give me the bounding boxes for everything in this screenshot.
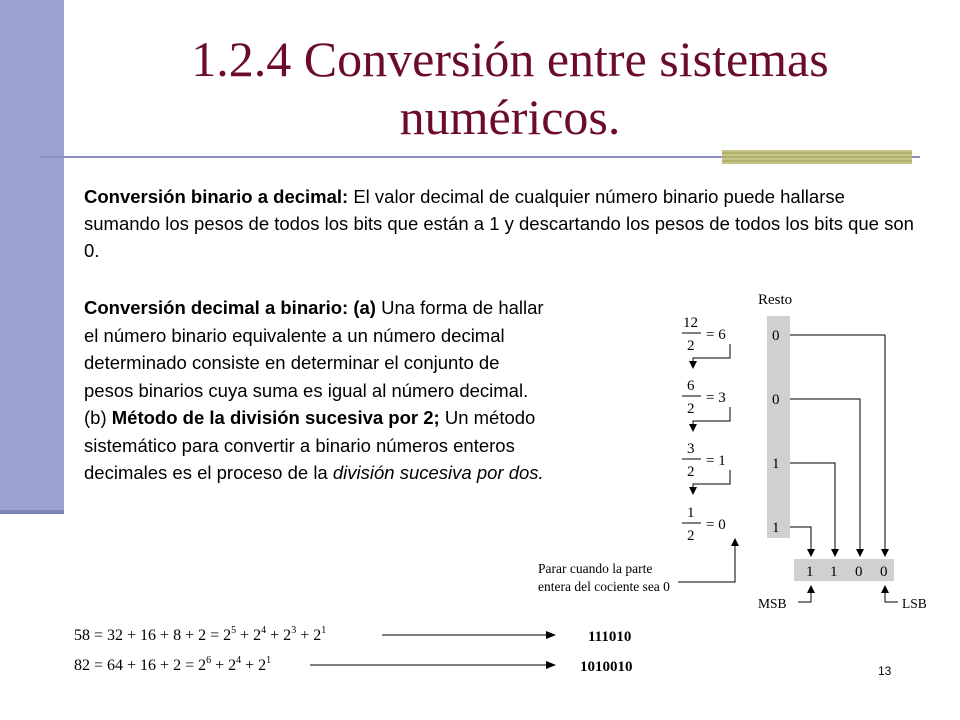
lsb-label: LSB	[902, 596, 927, 611]
step-arrow	[693, 344, 730, 368]
remainder-column	[767, 316, 790, 538]
resto-label: Resto	[758, 292, 793, 308]
remainder-connector	[790, 335, 885, 556]
left-bar-shadow	[0, 510, 64, 514]
page-number: 13	[878, 664, 892, 678]
fraction-result: = 1	[706, 453, 726, 469]
remainder-value: 1	[772, 456, 780, 472]
fraction-denominator: 2	[687, 528, 695, 544]
fraction-denominator: 2	[687, 401, 695, 417]
stop-note-line1: Parar cuando la parte	[538, 561, 653, 576]
p1-bold: Conversión binario a decimal:	[84, 186, 349, 207]
left-decorative-bar	[0, 0, 64, 512]
equation-text: $58 = 32 + 16 + 8 + 2 = 2^5 + 2^4 + 2^3 + 2^1$	[74, 625, 327, 644]
equation-58	[74, 625, 631, 645]
equation-result: 111010	[588, 629, 632, 645]
result-bit: 0	[880, 564, 888, 580]
msb-arrow	[798, 586, 811, 602]
result-bit: 1	[830, 564, 838, 580]
fraction-1	[682, 315, 726, 354]
p2-text-a: Una forma de hallar el número binario equivalente a un número decimal determinado consiste en determinar el conjunto de pesos binarios cuya suma es igual al número decimal. (b)	[84, 297, 544, 428]
fraction-numerator: 1	[687, 505, 695, 521]
remainder-connector	[790, 527, 811, 556]
step-arrow	[693, 470, 730, 494]
p2-bold-b: Método de la división sucesiva por 2;	[111, 407, 440, 428]
p1-text: El valor decimal de cualquier número binario puede hallarse sumando los pesos de todos los bits que están a 1 y descartando los pesos de todos los bits que son 0.	[84, 186, 914, 261]
lsb-arrow	[885, 586, 898, 602]
result-bit: 0	[855, 564, 863, 580]
successive-division-diagram	[530, 284, 927, 614]
stop-note-line2: entera del cociente sea 0	[538, 579, 670, 594]
result-bit: 1	[806, 564, 814, 580]
remainder-value: 0	[772, 392, 780, 408]
fraction-result: = 3	[706, 390, 726, 406]
remainder-connector	[790, 399, 860, 556]
remainder-value: 0	[772, 328, 780, 344]
p2-italic: división sucesiva por dos.	[332, 462, 544, 483]
equation-text: $82 = 64 + 16 + 2 = 2^6 + 2^4 + 2^1$	[74, 655, 272, 674]
decimal-to-binary-paragraph	[84, 294, 544, 487]
fraction-3	[682, 441, 726, 480]
fraction-result: = 6	[706, 327, 726, 343]
remainder-connector	[790, 463, 835, 556]
equation-82	[74, 655, 633, 675]
step-arrow	[693, 407, 730, 431]
stop-note-arrow	[678, 539, 735, 582]
slide-title: 1.2.4 Conversión entre sistemas numéricos.	[191, 31, 829, 145]
fraction-numerator: 3	[687, 441, 695, 457]
fraction-2	[682, 378, 726, 417]
msb-label: MSB	[758, 596, 787, 611]
equation-result: 1010010	[580, 659, 633, 675]
decomposition-equations	[70, 620, 690, 680]
title-accent-bar	[722, 150, 912, 164]
remainder-value: 1	[772, 520, 780, 536]
fraction-denominator: 2	[687, 338, 695, 354]
fraction-denominator: 2	[687, 464, 695, 480]
fraction-numerator: 6	[687, 378, 695, 394]
fraction-numerator: 12	[683, 315, 698, 331]
p2-text-b: Un método sistemático para convertir a binario números enteros decimales es el proceso de la	[84, 407, 536, 483]
p2-bold-a: Conversión decimal a binario: (a)	[84, 297, 376, 318]
fraction-result: = 0	[706, 517, 726, 533]
fraction-4	[682, 505, 726, 544]
binary-to-decimal-paragraph	[84, 183, 914, 264]
